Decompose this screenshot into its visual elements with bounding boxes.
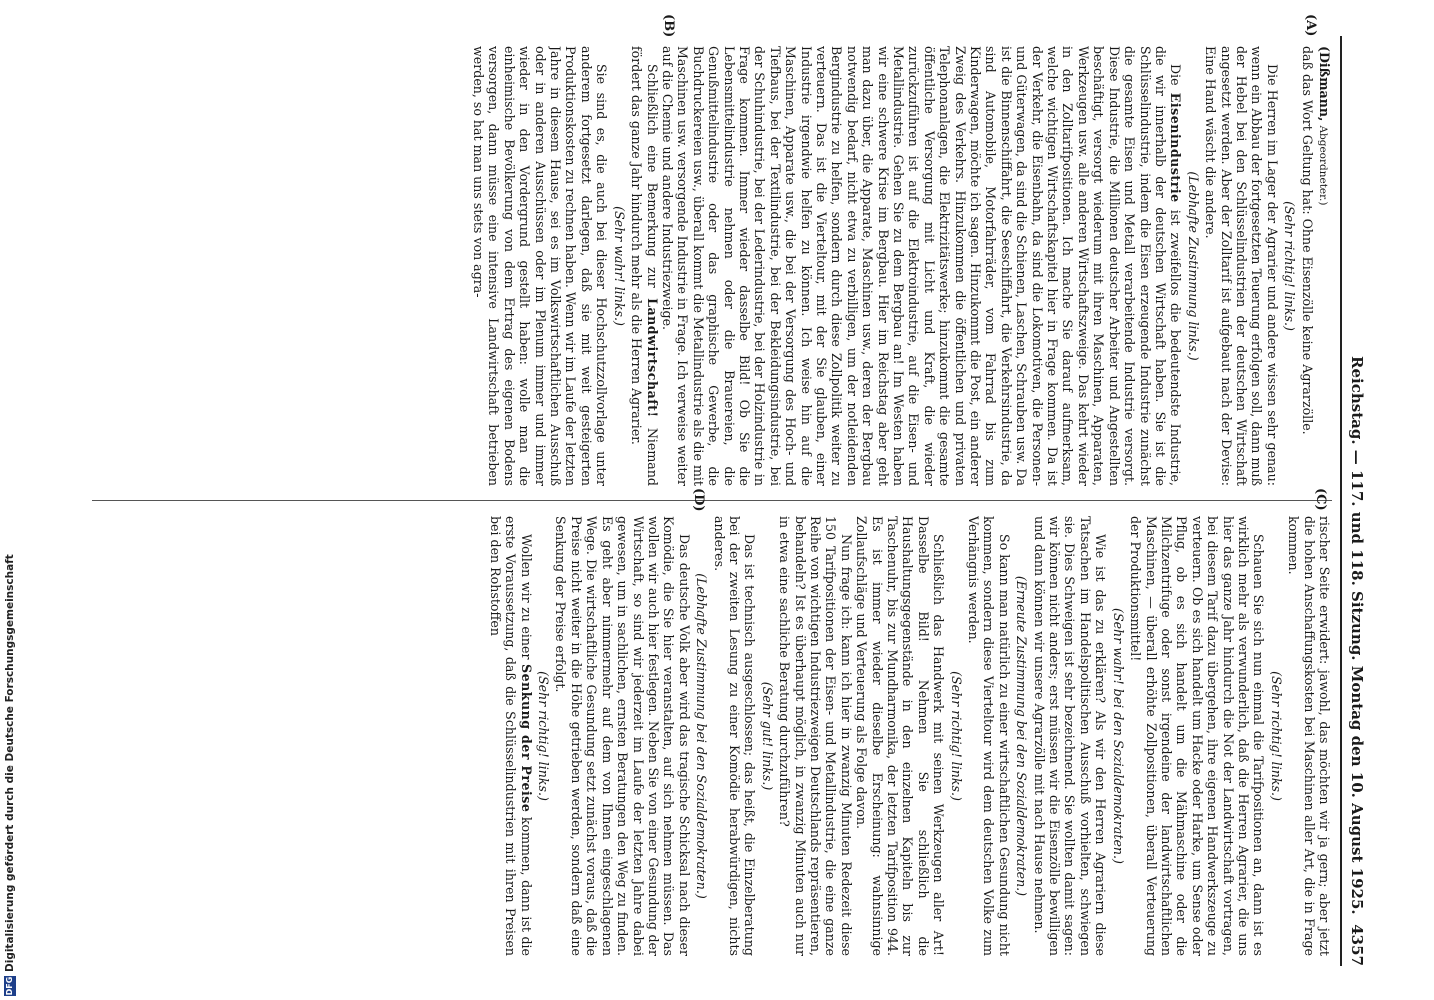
speaker-role: Abgeordneter.) bbox=[1317, 125, 1329, 206]
text-run: Wollen wir zu einer bbox=[518, 534, 534, 664]
reaction: (Erneute Zustimmung bei den Sozialdemokraten.) bbox=[1014, 575, 1030, 897]
text-run: Niemand fördert das ganze Jahr hindurch mehr als die Herren Agrarier. bbox=[629, 46, 660, 486]
page-title: Reichstag. — 117. und 118. Sitzung. Montag den 10. August 1925. bbox=[1348, 356, 1366, 915]
reaction: (Sehr wahr! links.) bbox=[611, 206, 627, 326]
text-run: Schließlich eine Bemerkung zur bbox=[644, 64, 660, 299]
paragraph: Die Herren im Lager der Agrarier und andere wissen sehr genau: wenn ein Abbau der fortgesetzten Teuerung erfolgen soll, dann muß der Hebel bei den Schlüsselindustrien der deutschen Wirtschaft angesetzt werden. Aber der Zolltarif ist aufgebaut nach der Devise: Eine Hand wäscht die andere. bbox=[1203, 46, 1280, 486]
paragraph: Wie ist das zu erklären? Als wir den Herren Agrariern diese Tatsachen im Handelspolitischen Ausschuß vorhielten, schwiegen sie. Dies Schweigen ist sehr bezeichnend. Sie wollten damit sagen: wir können nicht anders; erst müssen wir die Eisenzölle bewilligen und dann können wir unsere Agrarzölle mit nach Hause nehmen. bbox=[1031, 516, 1109, 956]
reaction: (Sehr richtig! links.) bbox=[948, 671, 964, 801]
text-run: ist zweifellos die bedeutendste Industrie, die wir innerhalb der deutschen Wirtschaft haben. Sie ist die Schlüsselindustrie, indem die Eisen erzeugende Industrie zunächst die gesamte Eisen und Metall verarbeitende Industrie versorgt. Diese Industrie, die Millionen deutscher Arbeiter und Angestellten beschäftigt, versorgt wiederum mit ihren Maschinen, Apparaten, Werkzeugen usw. alle anderen Wirtschaftszweige. Das kehrt wieder in den Zolltarifpositionen. Ich mache Sie darauf aufmerksam, welche wichtigen Wirtschaftskapitel hier in Frage kommen. Da ist der Verkehr, die Eisenbahn, da sind die Lokomotiven, die Personen- und Güterwagen, da sind die Schienen, Laschen, Schrauben usw. Da ist die Binnenschiffahrt, die Seeschiffahrt, die Verkehrsindustrie, da sind Automobile, Motorfahrräder, vom Fahrrad bis zum Kinderwagen, möchte ich sagen. Hinzukommt die Post, ein anderer Zweig des Verkehrs. Hinzukommen die öffentlichen und privaten Telephonanlagen, die Elektrizitätswerke; hinzukommt die gesamte öffentliche Versorgung mit Licht und Kraft, die wieder zurückzuführen ist auf die Elektroindustrie, auf die Eisen- und Metallindustrie. Gehen Sie zu dem Bergbau an! Im Westen haben wir eine schwere Krise im Bergbau. Hier im Reichstag aber geht man dazu über, die Apparate, Maschinen usw., deren der Bergbau notwendig bedarf, nicht etwa zu verbilligen, um der notleidenden Bergindustrie zu helfen, sondern durch diese Zollpolitik weiter zu verteuern. Das ist die Vierteltour, mit der Sie glauben, einer Industrie irgendwie helfen zu können. Ich weise hin auf die Maschinen, Apparate usw., die bei der Versorgung des Hoch- und Tiefbaus, bei der Textilindustrie, bei der Bekleidungsindustrie, bei der Schuhindustrie, bei der Lederindustrie, bei der Holzindustrie in Frage kommen. Immer wieder dasselbe Bild! Ob Sie die Lebensmittelindustrie nehmen oder die Brauereien, die Genußmittelindustrie oder das graphische Gewerbe, die Buchdruckereien usw., überall kommt die Metallindustrie als die mit Maschinen usw. versorgende Industrie in Frage. Ich verweise weiter auf die Chemie und andere Industriezweige. bbox=[659, 46, 1184, 486]
speaker-name: (Dißmann, bbox=[1317, 46, 1332, 122]
funding-footer bbox=[3, 6, 17, 996]
paragraph: Das ist technisch ausgeschlossen; das heißt, die Einzelberatung bei der zweiten Lesung zu einer Komödie herabwürdigen, nichts anderes. bbox=[711, 516, 758, 956]
paragraph bbox=[660, 46, 1184, 486]
reaction: (Lebhafte Zustimmung links.) bbox=[1185, 171, 1201, 361]
paragraph: Nun frage ich: kann ich hier in zwanzig Minuten Redezeit diese 150 Tarifpositionen der Eisen- und Metallindustrie, die eine ganze Reihe von wichtigen Industriezweigen Deutschlands repräsentieren, behandeln? Ist es überhaupt möglich, in zwanzig Minuten auch nur in etwa eine sachliche Beratung durchzuführen? bbox=[777, 516, 854, 956]
paragraph: rischer Seite erwidert: jawohl, das möchten wir ja gern; aber jetzt die hohen Anschaffungskosten bei Maschinen aller Art, die in Frage kommen. bbox=[1286, 516, 1332, 956]
footer-strip bbox=[0, 0, 20, 1000]
paragraph: Sie sind es, die auch bei dieser Hochschutzzollvorlage unter anderem fortgesetzt darlegen, daß sie mit weit gesteigerten Produktionskosten zu rechnen haben. Wenn wir im Laufe der letzten Jahre in diesem Hause, sei es im Volkswirtschaftlichen Ausschuß oder in anderen Ausschüssen oder im Plenum immer und immer wieder in den Vordergrund gestellt haben: wolle man die einheimische Bevölkerung von dem Ertrag des eigenen Bodens versorgen, dann müsse eine intensive Landwirtschaft betrieben werden, so hat man uns stets von agra- bbox=[471, 46, 610, 486]
paragraph: Schauen Sie sich nun einmal die Tarifpositionen an, dann ist es wirklich mehr als verwunderlich, daß die Herren Agrarier, die uns hier das ganze Jahr hindurch die Not der Landwirtschaft vortragen, bei diesem Tarif dazu übergehen, ihre eigenen Handwerkszeuge zu verteuern. Ob es sich handelt um Hacke oder Harke, um Sense oder Pflug, ob es sich handelt um die Mähmaschine oder die Milchzentrifuge oder sonst irgendeine der landwirtschaftlichen Maschinen, — überall erhöhte Zollpositionen, überall Verteuerung der Produktionsmittel! bbox=[1128, 516, 1267, 956]
speaker-line bbox=[1315, 46, 1332, 486]
emphasis: Senkung der Preise bbox=[518, 664, 534, 813]
reaction: (Sehr gut! links.) bbox=[759, 681, 775, 791]
dfg-logo: DFG bbox=[5, 976, 14, 996]
text-run: kommen, dann ist die erste Voraussetzung, daß die Schlüsselindustrien mit ihren Preisen bei den Rohstoffen bbox=[487, 516, 534, 956]
page-header bbox=[1340, 36, 1368, 966]
paragraph: Schließlich das Handwerk mit seinen Werkzeugen aller Art! Dasselbe Bild! Nehmen Sie schließlich die Haushaltungsgegenstände in den einzelnen Kapiteln bis zur Taschenuhr, bis zur Mundharmonika, der letzten Tarifposition 944. Es ist immer wieder dieselbe Erscheinung: wahnsinnige Zollaufschläge und Verteuerung als Folge davon. bbox=[854, 516, 947, 956]
margin-mark-b: (B) bbox=[661, 14, 676, 38]
funding-text: Digitalisierung gefördert durch die Deutsche Forschungsgemeinschaft bbox=[4, 554, 16, 972]
reaction: (Sehr wahr! bei den Sozialdemokraten.) bbox=[1110, 608, 1126, 864]
rotated-scanned-page bbox=[13, 0, 1408, 1000]
paragraph bbox=[487, 516, 533, 956]
reaction: (Sehr richtig! links.) bbox=[536, 671, 552, 801]
margin-mark-d: (D) bbox=[691, 488, 706, 512]
page-content bbox=[68, 14, 1368, 966]
margin-mark-c: (C) bbox=[1313, 488, 1328, 511]
emphasis: Landwirtschaft! bbox=[644, 298, 660, 418]
margin-mark-a: (A) bbox=[1303, 14, 1318, 37]
page-number: 4357 bbox=[1348, 924, 1366, 966]
left-column bbox=[82, 46, 1332, 486]
paragraph: So kann man natürlich zu einer wirtschaftlichen Gesundung nicht kommen, sondern diese Vierteltour wird dem deutschen Volke zum Verhängnis werden. bbox=[966, 516, 1012, 956]
column-divider bbox=[92, 500, 1332, 501]
paragraph: Das deutsche Volk aber wird das tragische Schicksal nach dieser Komödie, die Sie hier veranstalten, auf sich nehmen müssen. Das wollen wir auch hier festlegen. Neben Sie von einer Gesundung der Wirtschaft, so sind wir jederzeit im Laufe der letzten Jahre dabei gewesen, um in sachlichen, ernsten Beratungen den Weg zu finden. Es geht aber nimmermehr auf dem von Ihnen eingeschlagenen Wege. Die wirtschaftliche Gesundung setzt zunächst voraus, daß die Preise nicht weiter in die Höhe getrieben werden, sondern daß eine Senkung der Preise erfolgt. bbox=[553, 516, 692, 956]
text-run: Die bbox=[1168, 64, 1184, 93]
reaction: (Sehr richtig! links.) bbox=[1268, 671, 1284, 801]
paragraph bbox=[629, 46, 660, 486]
reaction: (Lebhafte Zustimmung bei den Sozialdemokraten.) bbox=[694, 573, 710, 899]
reaction: (Sehr richtig! links.) bbox=[1282, 201, 1298, 331]
paragraph: daß das Wort Geltung hat: Ohne Eisenzölle keine Agrarzölle. bbox=[1299, 46, 1315, 435]
right-column bbox=[82, 516, 1332, 956]
emphasis: Eisenindustrie bbox=[1168, 92, 1184, 203]
